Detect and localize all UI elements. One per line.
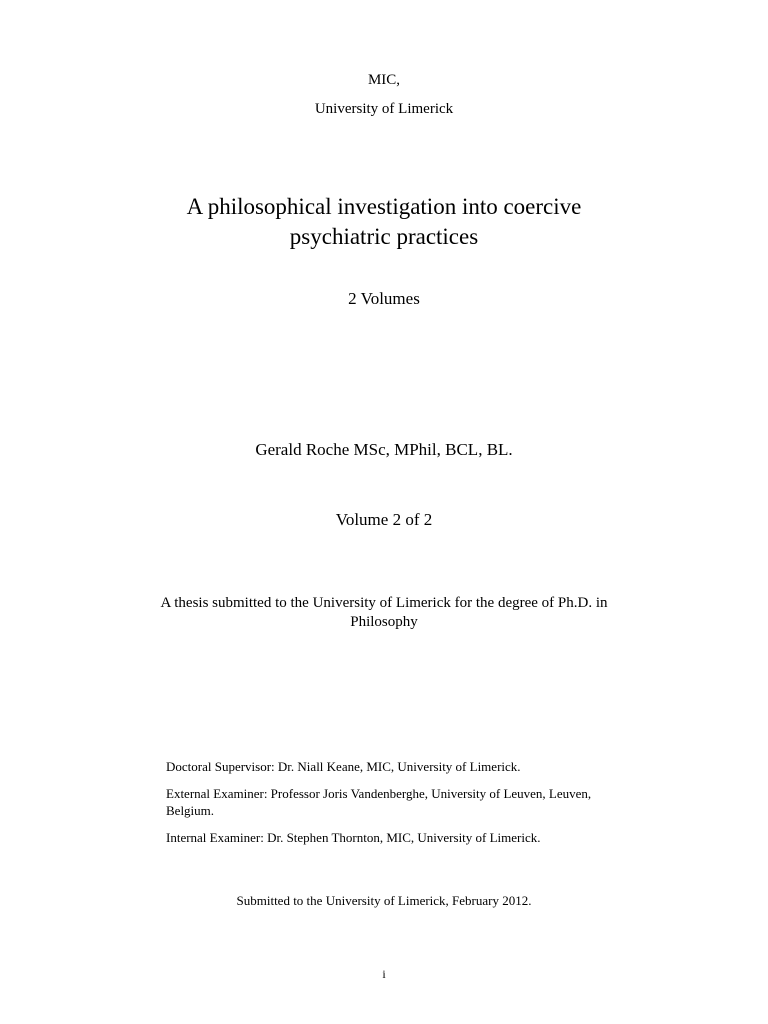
thesis-title-line-2: psychiatric practices (289, 224, 479, 249)
internal-examiner: Internal Examiner: Dr. Stephen Thornton, MIC, University of Limerick. (166, 830, 541, 845)
doctoral-supervisor: Doctoral Supervisor: Dr. Niall Keane, MIC, University of Limerick. (166, 759, 521, 774)
thesis-statement-line-2: Philosophy (350, 614, 418, 630)
thesis-statement-line-1: A thesis submitted to the University of Limerick for the degree of Ph.D. in (160, 595, 608, 611)
thesis-title-line-1: A philosophical investigation into coercive (186, 194, 582, 219)
institution-line-1: MIC, (367, 72, 401, 88)
submission-date: Submitted to the University of Limerick, February 2012. (236, 893, 532, 908)
author-name: Gerald Roche MSc, MPhil, BCL, BL. (255, 440, 513, 459)
external-examiner-line-1: External Examiner: Professor Joris Vandenberghe, University of Leuven, Leuven, (166, 786, 592, 801)
volume-indicator: Volume 2 of 2 (335, 510, 433, 529)
external-examiner-line-2: Belgium. (166, 803, 215, 818)
volumes-count: 2 Volumes (348, 289, 420, 308)
page-number: i (382, 967, 386, 981)
institution-line-2: University of Limerick (314, 101, 454, 117)
